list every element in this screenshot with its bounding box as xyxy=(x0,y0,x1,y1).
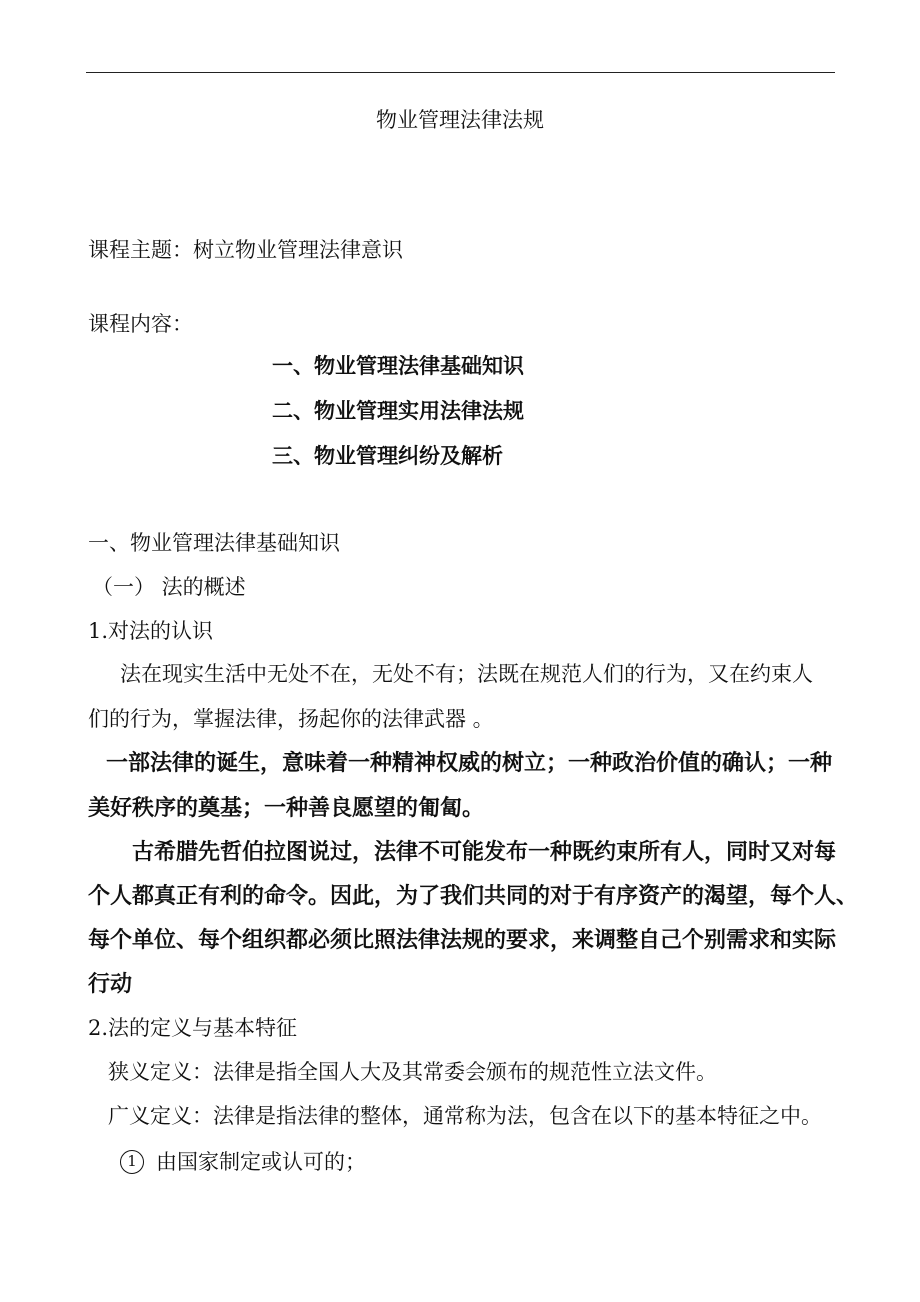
item-heading-2: 2.法的定义与基本特征 xyxy=(88,1016,298,1040)
subsection-heading: （一） 法的概述 xyxy=(92,575,246,599)
circled-number: 1 xyxy=(120,1150,144,1174)
paragraph-3-line-4: 行动 xyxy=(88,971,133,997)
course-content-label: 课程内容： xyxy=(88,312,193,336)
narrow-definition: 狭义定义：法律是指全国人大及其常委会颁布的规范性立法文件。 xyxy=(108,1060,717,1084)
outline-item-2: 二、物业管理实用法律法规 xyxy=(272,398,524,423)
feature-item-1-text: 由国家制定或认可的； xyxy=(156,1150,366,1174)
paragraph-1-line-1: 法在现实生活中无处不在，无处不有；法既在规范人们的行为，又在约束人 xyxy=(120,662,813,686)
course-subject: 课程主题：树立物业管理法律意识 xyxy=(88,238,403,262)
item-heading-1: 1.对法的认识 xyxy=(88,619,214,643)
paragraph-2-line-2: 美好秩序的奠基；一种善良愿望的匍匐。 xyxy=(88,795,485,821)
paragraph-3-line-3: 每个单位、每个组织都必须比照法律法规的要求，来调整自己个别需求和实际 xyxy=(88,927,837,953)
broad-definition: 广义定义：法律是指法律的整体，通常称为法，包含在以下的基本特征之中。 xyxy=(108,1104,822,1128)
paragraph-3-line-1: 古希腊先哲伯拉图说过，法律不可能发布一种既约束所有人，同时又对每 xyxy=(132,839,837,865)
feature-item-1 xyxy=(120,1148,366,1176)
paragraph-1-line-2: 们的行为，掌握法律，扬起你的法律武器 。 xyxy=(88,707,494,731)
outline-item-3: 三、物业管理纠纷及解析 xyxy=(272,443,503,468)
section-heading: 一、物业管理法律基础知识 xyxy=(88,531,340,555)
page-title: 物业管理法律法规 xyxy=(376,108,544,132)
paragraph-2-line-1: 一部法律的诞生，意味着一种精神权威的树立；一种政治价值的确认；一种 xyxy=(106,750,833,776)
paragraph-3-line-2: 个人都真正有利的命令。因此，为了我们共同的对于有序资产的渴望，每个人、 xyxy=(88,883,859,909)
outline-item-1: 一、物业管理法律基础知识 xyxy=(272,353,524,378)
header-rule xyxy=(86,72,835,73)
